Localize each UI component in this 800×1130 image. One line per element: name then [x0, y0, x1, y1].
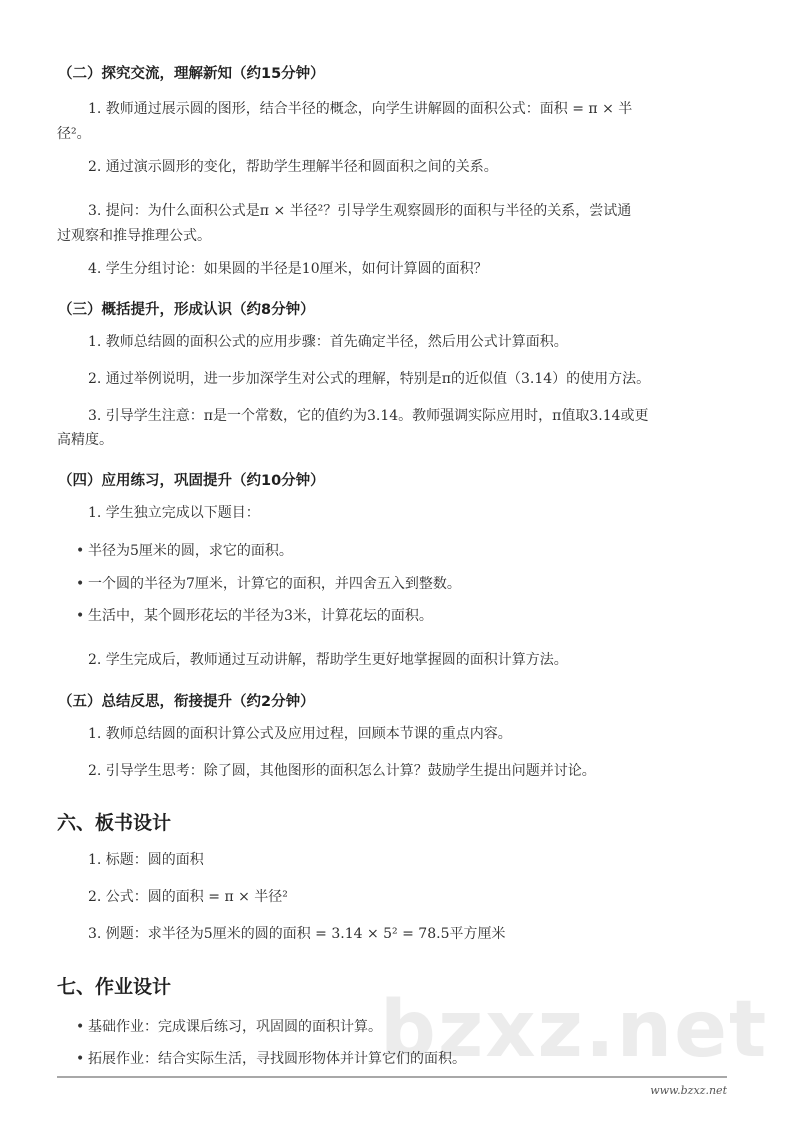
paragraph: 2. 通过演示圆形的变化，帮助学生理解半径和圆面积之间的关系。	[88, 159, 498, 175]
list-item: • 拓展作业：结合实际生活，寻找圆形物体并计算它们的面积。	[76, 1044, 466, 1074]
paragraph-continuation: 过观察和推导推理公式。	[57, 228, 211, 244]
paragraph: 2. 引导学生思考：除了圆，其他图形的面积怎么计算？鼓励学生提出问题并讨论。	[88, 763, 596, 779]
paragraph: 1. 学生独立完成以下题目：	[88, 505, 260, 521]
paragraph: 1. 教师总结圆的面积公式的应用步骤：首先确定半径，然后用公式计算面积。	[88, 334, 568, 350]
paragraph: 3. 提问：为什么面积公式是π × 半径²？引导学生观察圆形的面积与半径的关系，尝试通	[88, 203, 632, 219]
paragraph: 1. 教师总结圆的面积计算公式及应用过程，回顾本节课的重点内容。	[88, 726, 512, 742]
section-heading-board-design: 六、板书设计	[57, 812, 172, 834]
list-item: • 半径为5厘米的圆，求它的面积。	[76, 536, 293, 566]
section-heading-explore: （二）探究交流，理解新知（约15分钟）	[58, 66, 325, 82]
list-item: • 一个圆的半径为7厘米，计算它的面积，并四舍五入到整数。	[76, 569, 461, 599]
section-heading-reflect: （五）总结反思，衔接提升（约2分钟）	[58, 694, 315, 710]
footer-divider	[57, 1076, 727, 1078]
list-item: • 基础作业：完成课后练习，巩固圆的面积计算。	[76, 1012, 382, 1042]
paragraph: 4. 学生分组讨论：如果圆的半径是10厘米，如何计算圆的面积？	[88, 261, 488, 277]
paragraph: 2. 通过举例说明，进一步加深学生对公式的理解，特别是π的近似值（3.14）的使用方法。	[88, 371, 651, 387]
section-heading-practice: （四）应用练习，巩固提升（约10分钟）	[58, 473, 325, 489]
paragraph: 2. 公式：圆的面积 = π × 半径²	[88, 889, 288, 905]
paragraph: 1. 教师通过展示圆的图形，结合半径的概念，向学生讲解圆的面积公式：面积 = π × 半	[88, 101, 633, 117]
footer-url: www.bzxz.net	[650, 1084, 727, 1097]
paragraph: 3. 例题：求半径为5厘米的圆的面积 = 3.14 × 5² = 78.5平方厘米	[88, 926, 506, 942]
paragraph: 3. 引导学生注意：π是一个常数，它的值约为3.14。教师强调实际应用时，π值取3.14或更	[88, 408, 649, 424]
paragraph-continuation: 径²。	[57, 126, 91, 142]
paragraph-continuation: 高精度。	[57, 432, 113, 448]
paragraph: 2. 学生完成后，教师通过互动讲解，帮助学生更好地掌握圆的面积计算方法。	[88, 652, 568, 668]
section-heading-summarize: （三）概括提升，形成认识（约8分钟）	[58, 302, 315, 318]
section-heading-homework: 七、作业设计	[57, 976, 172, 998]
list-item: • 生活中，某个圆形花坛的半径为3米，计算花坛的面积。	[76, 601, 433, 631]
paragraph: 1. 标题：圆的面积	[88, 852, 204, 868]
watermark: bzxz.net	[380, 985, 769, 1075]
